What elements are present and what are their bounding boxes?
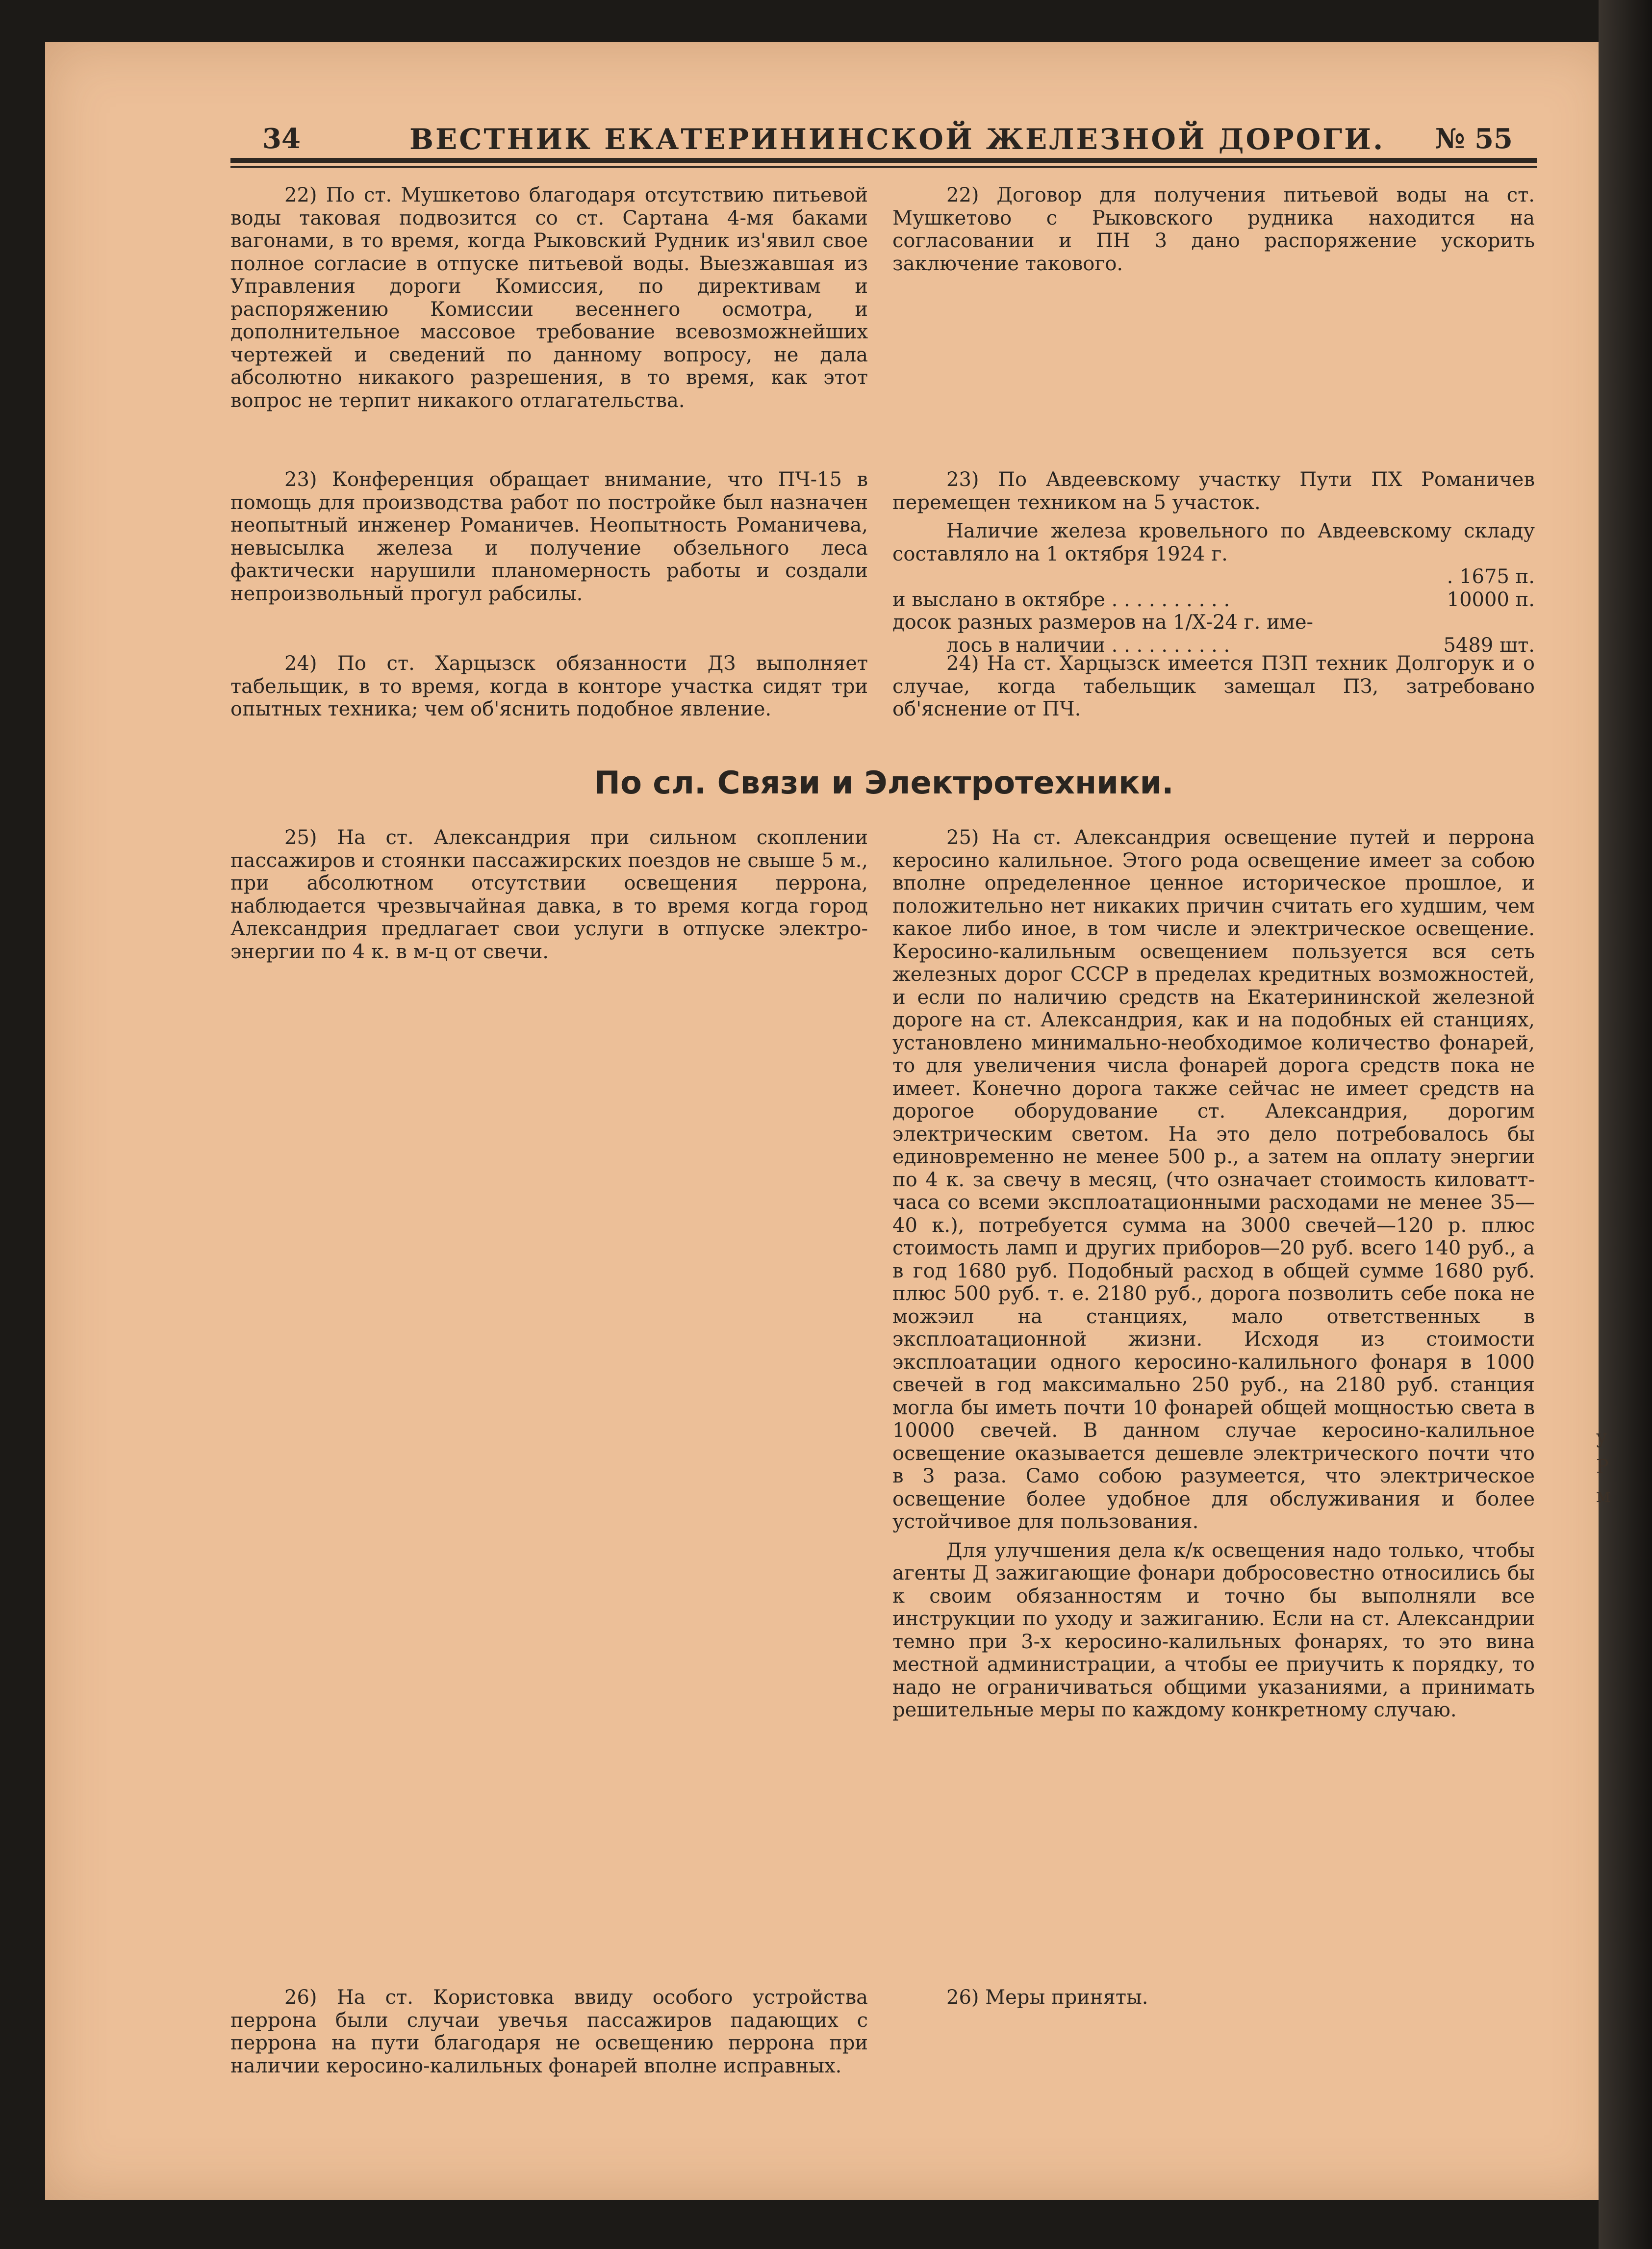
left-item-26	[230, 1986, 868, 2083]
right-item-25	[892, 826, 1535, 1728]
paragraph: 26) Меры приняты.	[946, 1986, 1148, 2009]
paragraph: 24) На ст. Харцызск имеется ПЗП техник Долгорук и о случае, когда табельщик замещал ПЗ, затребовано об'яснение от ПЧ.	[892, 652, 1535, 720]
left-item-24	[230, 652, 868, 727]
paragraph: 24) По ст. Харцызск обязанности ДЗ выполняет табельщик, в то время, когда в конторе участка сидят три опытных техника; чем об'яснить подобное явление.	[230, 652, 868, 720]
inventory-label: и выслано в октябре . . . . . . . . . .	[892, 588, 1230, 611]
paragraph: 22) Договор для получения питьевой воды на ст. Мушкетово с Рыковского рудника находится на согласовании и ПН 3 дано распоряжение ускорить заключение такового.	[892, 184, 1535, 275]
right-item-26	[892, 1986, 1535, 2015]
issue-number: № 55	[1435, 123, 1513, 155]
page-number: 34	[262, 123, 301, 155]
fragment-char: м	[1596, 1485, 1611, 1507]
paragraph: 26) На ст. Користовка ввиду особого устройства перрона были случаи увечья пассажиров падающих с перрона на пути благодаря не освещению перрона при наличии керосино-калильных фонарей вполне исправных.	[230, 1986, 868, 2077]
left-item-23	[230, 468, 868, 611]
adjacent-page-fragment	[1596, 1422, 1611, 1510]
inventory-table-2	[892, 588, 1535, 657]
right-item-24	[892, 652, 1535, 727]
paragraph: 23) Конференция обращает внимание, что ПЧ-15 в помощь для производства работ по постройке был назначен неопытный инженер Романичев. Неопытность Романичева, невысылка железа и получение обзельного леса фактически нарушили планомерность работы и создали непроизвольный прогул рабсилы.	[230, 468, 868, 605]
inventory-value: 10000 п.	[1447, 588, 1535, 611]
paragraph: 22) По ст. Мушкетово благодаря отсутствию питьевой воды таковая подвозится со ст. Сартана 4-мя баками вагонами, в то время, когда Рыковский Рудник из'явил свое полное согласие в отпуске питьевой воды. Выезжавшая из Управления дороги Комиссия, по директивам и распоряжению Комиссии весеннего осмотра, и дополнительное массовое требование всевозможнейших чертежей и сведений по данному вопросу, не дала абсолютно никакого разрешения, в то время, как этот вопрос не терпит никакого отлагательства.	[230, 184, 868, 412]
right-item-22	[892, 184, 1535, 281]
inventory-label: Наличие железа кровельного по Авдеевскому складу составляло на 1 октября 1924 г.	[892, 520, 1535, 565]
header-rule-thick	[230, 158, 1537, 163]
inventory-value: . 1675 п.	[1447, 565, 1535, 588]
inventory-label: досок разных размеров на 1/Х-24 г. име-	[892, 611, 1314, 634]
left-item-22	[230, 184, 868, 418]
left-item-25	[230, 826, 868, 969]
section-heading: По сл. Связи и Электротехники.	[594, 765, 1174, 801]
fragment-char: у	[1596, 1426, 1607, 1448]
paragraph: 25) На ст. Александрия при сильном скоплении пассажиров и стоянки пассажирских поездов не свыше 5 м., при абсолютном отсутствии освещения перрона, наблюдается чрезвычайная давка, в то время когда город Александрия предлагает свои услуги в отпуске электро-энергии по 4 к. в м-ц от свечи.	[230, 826, 868, 963]
paragraph: Для улучшения дела к/к освещения надо только, чтобы агенты Д зажигающие фонари добросовестно относились бы к своим обязанностям и точно бы выполняли все инструкции по уходу и зажиганию. Если на ст. Александрии темно при 3-х керосино-калильных фонарях, то это вина местной администрации, а чтобы ее приучить к порядку, то надо не ограничиваться общими указаниями, а принимать решительные меры по каждому конкретному случаю.	[892, 1539, 1535, 1721]
paragraph: 25) На ст. Александрия освещение путей и перрона керосино калильное. Этого рода освещение имеет за собою вполне определенное ценное историческое прошлое, и положительно нет никаких причин считать его худшим, чем какое либо иное, в том числе и электрическое освещение. Керосино-калильным освещением пользуется вся сеть железных дорог СССР в пределах кредитных возможностей, и если по наличию средств на Екатерининской железной дороге на ст. Александрия, как и на подобных ей станциях, установлено минимально-необходимое количество фонарей, то для увеличения числа фонарей дорога средств пока не имеет. Конечно дорога также сейчас не имеет средств на дорогое оборудование ст. Александрия, дорогим электрическим светом. На это дело потребовалось бы единовременно не менее 500 р., а затем на оплату энергии по 4 к. за свечу в месяц, (что означает стоимость киловатт-часа со всеми эксплоатационными расходами не менее 35—40 к.), потребуется сумма на 3000 свечей—120 р. плюс стоимость ламп и других приборов—20 руб. всего 140 руб., а в год 1680 руб. Подобный расход в общей сумме 1680 руб. плюс 500 руб. т. е. 2180 руб., дорога позволить себе пока не можэил на станциях, мало ответственных в эксплоатационной жизни. Исходя из стоимости эксплоатации одного керосино-калильного фонаря в 1000 свечей в год максимально 250 руб., на 2180 руб. станция могла бы иметь почти 10 фонарей общей мощностью света в 10000 свечей. В данном случае керосино-калильное освещение оказывается дешевле электрического почти что в 3 раза. Само собою разумеется, что электрическое освещение более удобное для обслуживания и более устойчивое для пользования.	[892, 826, 1535, 1533]
inventory-label: лось в наличии . . . . . . . . . .	[946, 634, 1230, 657]
header-rule-thin	[230, 166, 1537, 168]
fragment-char: Р	[1596, 1456, 1609, 1477]
adjacent-page-edge	[1599, 0, 1652, 2249]
paragraph: 23) По Авдеевскому участку Пути ПХ Романичев перемещен техником на 5 участок.	[892, 468, 1535, 514]
inventory-table	[892, 520, 1535, 588]
journal-title: ВЕСТНИК ЕКАТЕРИНИНСКОЙ ЖЕЛЕЗНОЙ ДОРОГИ.	[409, 123, 1385, 156]
right-item-23	[892, 468, 1535, 657]
inventory-value: 5489 шт.	[1443, 634, 1535, 657]
